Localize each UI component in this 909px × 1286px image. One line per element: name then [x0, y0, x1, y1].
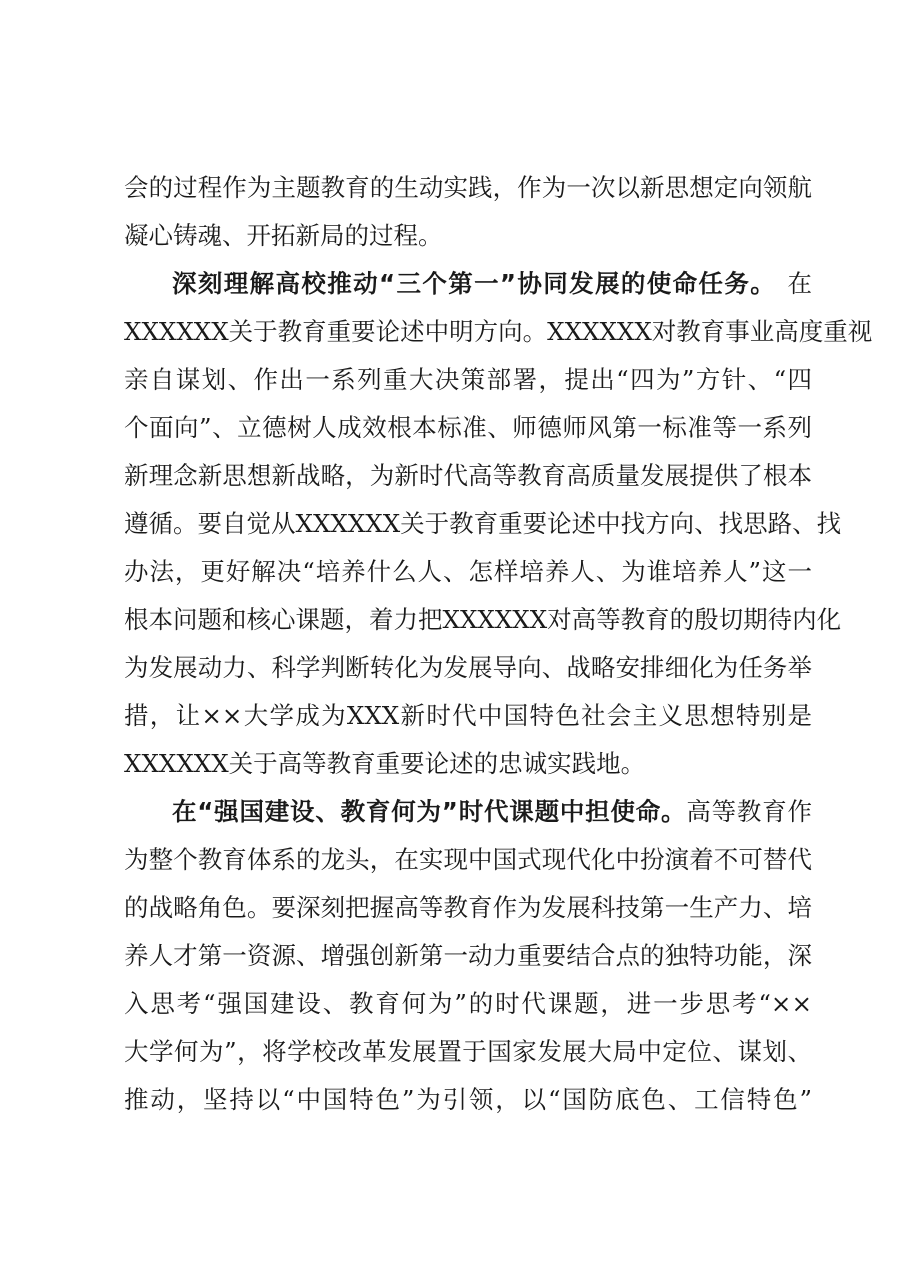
paragraph-text: 在 — [786, 269, 813, 298]
paragraph-line: 会的过程作为主题教育的生动实践，作为一次以新思想定向领航 — [124, 173, 812, 202]
paragraph-line: 为发展动力、科学判断转化为发展导向、战略安排细化为任务举 — [124, 653, 812, 682]
paragraph-line: 为整个教育体系的龙头，在实现中国式现代化中扮演着不可替代 — [124, 845, 812, 874]
paragraph-line: XXXXXX关于高等教育重要论述的忠诚实践地。 — [124, 749, 646, 778]
section-heading: 在“强国建设、教育何为”时代课题中担使命。 — [172, 797, 687, 826]
paragraph-line: 凝心铸魂、开拓新局的过程。 — [124, 221, 443, 250]
paragraph-line: 推动，坚持以“中国特色”为引领，以“国防底色、工信特色” — [124, 1085, 812, 1114]
paragraph-line: 办法，更好解决“培养什么人、怎样培养人、为谁培养人”这一 — [124, 557, 812, 586]
paragraph-line: 入思考“强国建设、教育何为”的时代课题，进一步思考“×× — [124, 989, 812, 1018]
paragraph-line: 亲自谋划、作出一系列重大决策部署，提出“四为”方针、“四 — [124, 365, 812, 394]
section-heading-line — [172, 269, 813, 298]
paragraph-line: 养人才第一资源、增强创新第一动力重要结合点的独特功能，深 — [124, 941, 812, 970]
paragraph-line: 遵循。要自觉从XXXXXX关于教育重要论述中找方向、找思路、找 — [124, 509, 842, 538]
paragraph-line: 新理念新思想新战略，为新时代高等教育高质量发展提供了根本 — [124, 461, 812, 490]
section-heading: 深刻理解高校推动“三个第一”协同发展的使命任务。 — [172, 269, 777, 298]
paragraph-line: 大学何为”，将学校改革发展置于国家发展大局中定位、谋划、 — [124, 1037, 812, 1066]
section-heading-line — [172, 797, 813, 826]
paragraph-line: 措，让××大学成为XXX新时代中国特色社会主义思想特别是 — [124, 701, 812, 730]
paragraph-line: 个面向”、立德树人成效根本标准、师德师风第一标准等一系列 — [124, 413, 812, 442]
paragraph-text: 高等教育作 — [686, 797, 813, 826]
paragraph-line: 的战略角色。要深刻把握高等教育作为发展科技第一生产力、培 — [124, 893, 812, 922]
paragraph-line: 根本问题和核心课题，着力把XXXXXX对高等教育的殷切期待内化 — [124, 605, 842, 634]
paragraph-line: XXXXXX关于教育重要论述中明方向。XXXXXX对教育事业高度重视 — [124, 317, 873, 346]
